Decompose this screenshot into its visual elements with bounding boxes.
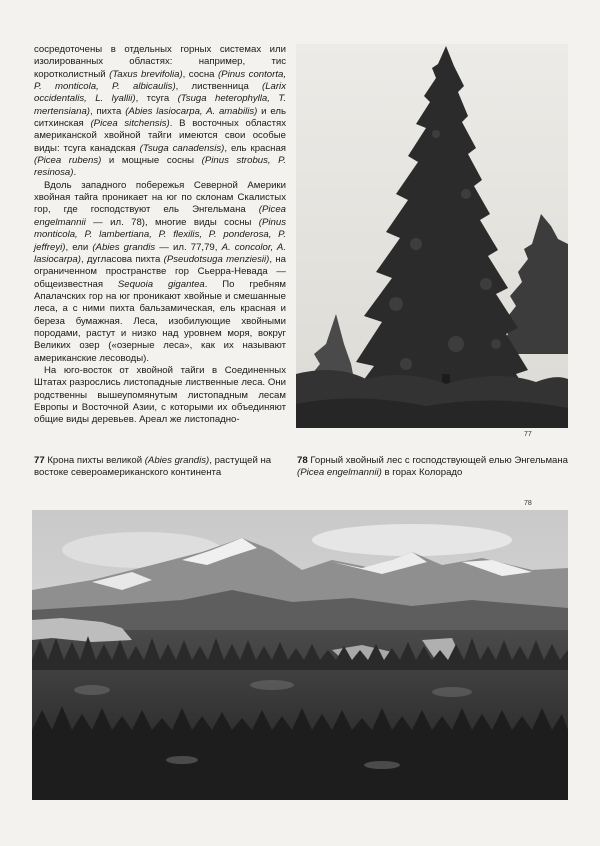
- latin-name: (Picea engelmannii): [297, 467, 382, 479]
- text-run: и ель ситхинская: [34, 105, 286, 130]
- text-run: сосредоточены в отдельных горных системах или изолированных областях: например, тис коротколистный: [34, 44, 286, 80]
- latin-name: (Pinus strobus, P. resinosa): [34, 155, 287, 179]
- text-run: На юго-восток от хвойной тайги в Соединенных Штатах разрослись листопадные лиственные леса. Они родственны вышеупомянутым листопадным лесам Европы и Восточной Азии, с которыми их объединяют общие виды деревьев. Ареал же листопадно-: [34, 364, 286, 426]
- latin-name: (Pseudotsuga menziesii): [163, 253, 270, 265]
- paragraph-2: [34, 180, 286, 365]
- figure-77-number: 77: [524, 431, 532, 438]
- text-run: — ил. 77,79,: [155, 241, 222, 253]
- text-run: Крона пихты великой: [44, 455, 145, 466]
- mountain-forest-illustration: [32, 510, 568, 800]
- caption-77-number: 77: [34, 455, 45, 466]
- text-run: , пихта: [90, 105, 126, 117]
- text-run: , растущей на востоке североамериканского континента: [34, 455, 272, 479]
- latin-name: (Picea engelmannii: [34, 204, 286, 228]
- latin-name: (Abies grandis): [144, 455, 210, 466]
- latin-name: A. concolor, A. lasiocarpa): [34, 241, 286, 265]
- caption-78-text: [297, 455, 568, 478]
- text-run: , дугласова пихта: [80, 253, 164, 265]
- photo-fir-crown: [296, 44, 568, 428]
- paragraph-3: [34, 365, 286, 427]
- latin-name: (Abies grandis: [92, 241, 156, 253]
- latin-name: (Pinus contorta, P. monticola, P. albicaulis): [34, 68, 286, 93]
- latin-name: (Tsuga canadensis): [139, 142, 225, 154]
- text-run: , тсуга: [135, 93, 178, 105]
- latin-name: (Picea rubens): [34, 155, 102, 167]
- figure-78-number: 78: [524, 500, 532, 507]
- caption-figure-77: [34, 455, 284, 480]
- latin-name: Sequoia gigantea: [117, 278, 205, 290]
- latin-name: (Abies lasiocarpa, A. amabilis): [125, 105, 258, 117]
- text-run: — ил. 78), многие виды сосны: [85, 216, 259, 228]
- latin-name: (Tsuga heterophylla, T. mertensiana): [34, 93, 286, 117]
- paragraph-1: [34, 44, 286, 180]
- text-run: Вдоль западного побережья Северной Америки хвойная тайга проникает на юг по склонам Скалистых гор, где господствуют ель Энгельмана: [34, 179, 286, 216]
- text-run: . По гребням Апалачских гор на юг проникают хвойные и смешанные леса, а с ними пихта бальзамическая, ель красная и береза бумажная. Леса, изобилующие хвойными породами, растут и низко над уровнем моря, вокруг Великих озер («озерные леса», как их называют американские лесоводы).: [34, 278, 287, 364]
- text-run: , лиственница: [175, 81, 262, 93]
- latin-name: (Picea sitchensis): [90, 118, 170, 130]
- photo-mountain-forest: [32, 510, 568, 800]
- text-run: , ель красная: [224, 142, 286, 154]
- text-run: и мощные сосны: [101, 155, 202, 167]
- text-run: .: [73, 167, 77, 179]
- caption-figure-78: [297, 455, 569, 480]
- body-text-column: [34, 44, 286, 427]
- text-run: в горах Колорадо: [381, 467, 463, 479]
- text-run: , сосна: [182, 68, 218, 80]
- latin-name: (Larix occidentalis, L. lyallii): [34, 81, 286, 105]
- caption-77-text: [34, 455, 271, 478]
- text-run: , на ограниченном пространстве гор Сьерра-Невада — общеизвестная: [34, 253, 286, 290]
- latin-name: (Pinus monticola, P. lambertiana, P. flexilis, P. ponderosa, P. jeffreyi): [34, 216, 286, 253]
- text-run: . В восточных областях американской хвойной тайги имеются свои особые виды: тсуга канадская: [34, 118, 286, 154]
- text-run: Горный хвойный лес с господствующей елью Энгельмана: [307, 455, 569, 466]
- fir-crown-illustration: [296, 44, 568, 428]
- text-run: , ели: [65, 241, 93, 253]
- latin-name: (Taxus brevifolia): [109, 68, 183, 80]
- caption-78-number: 78: [297, 455, 308, 466]
